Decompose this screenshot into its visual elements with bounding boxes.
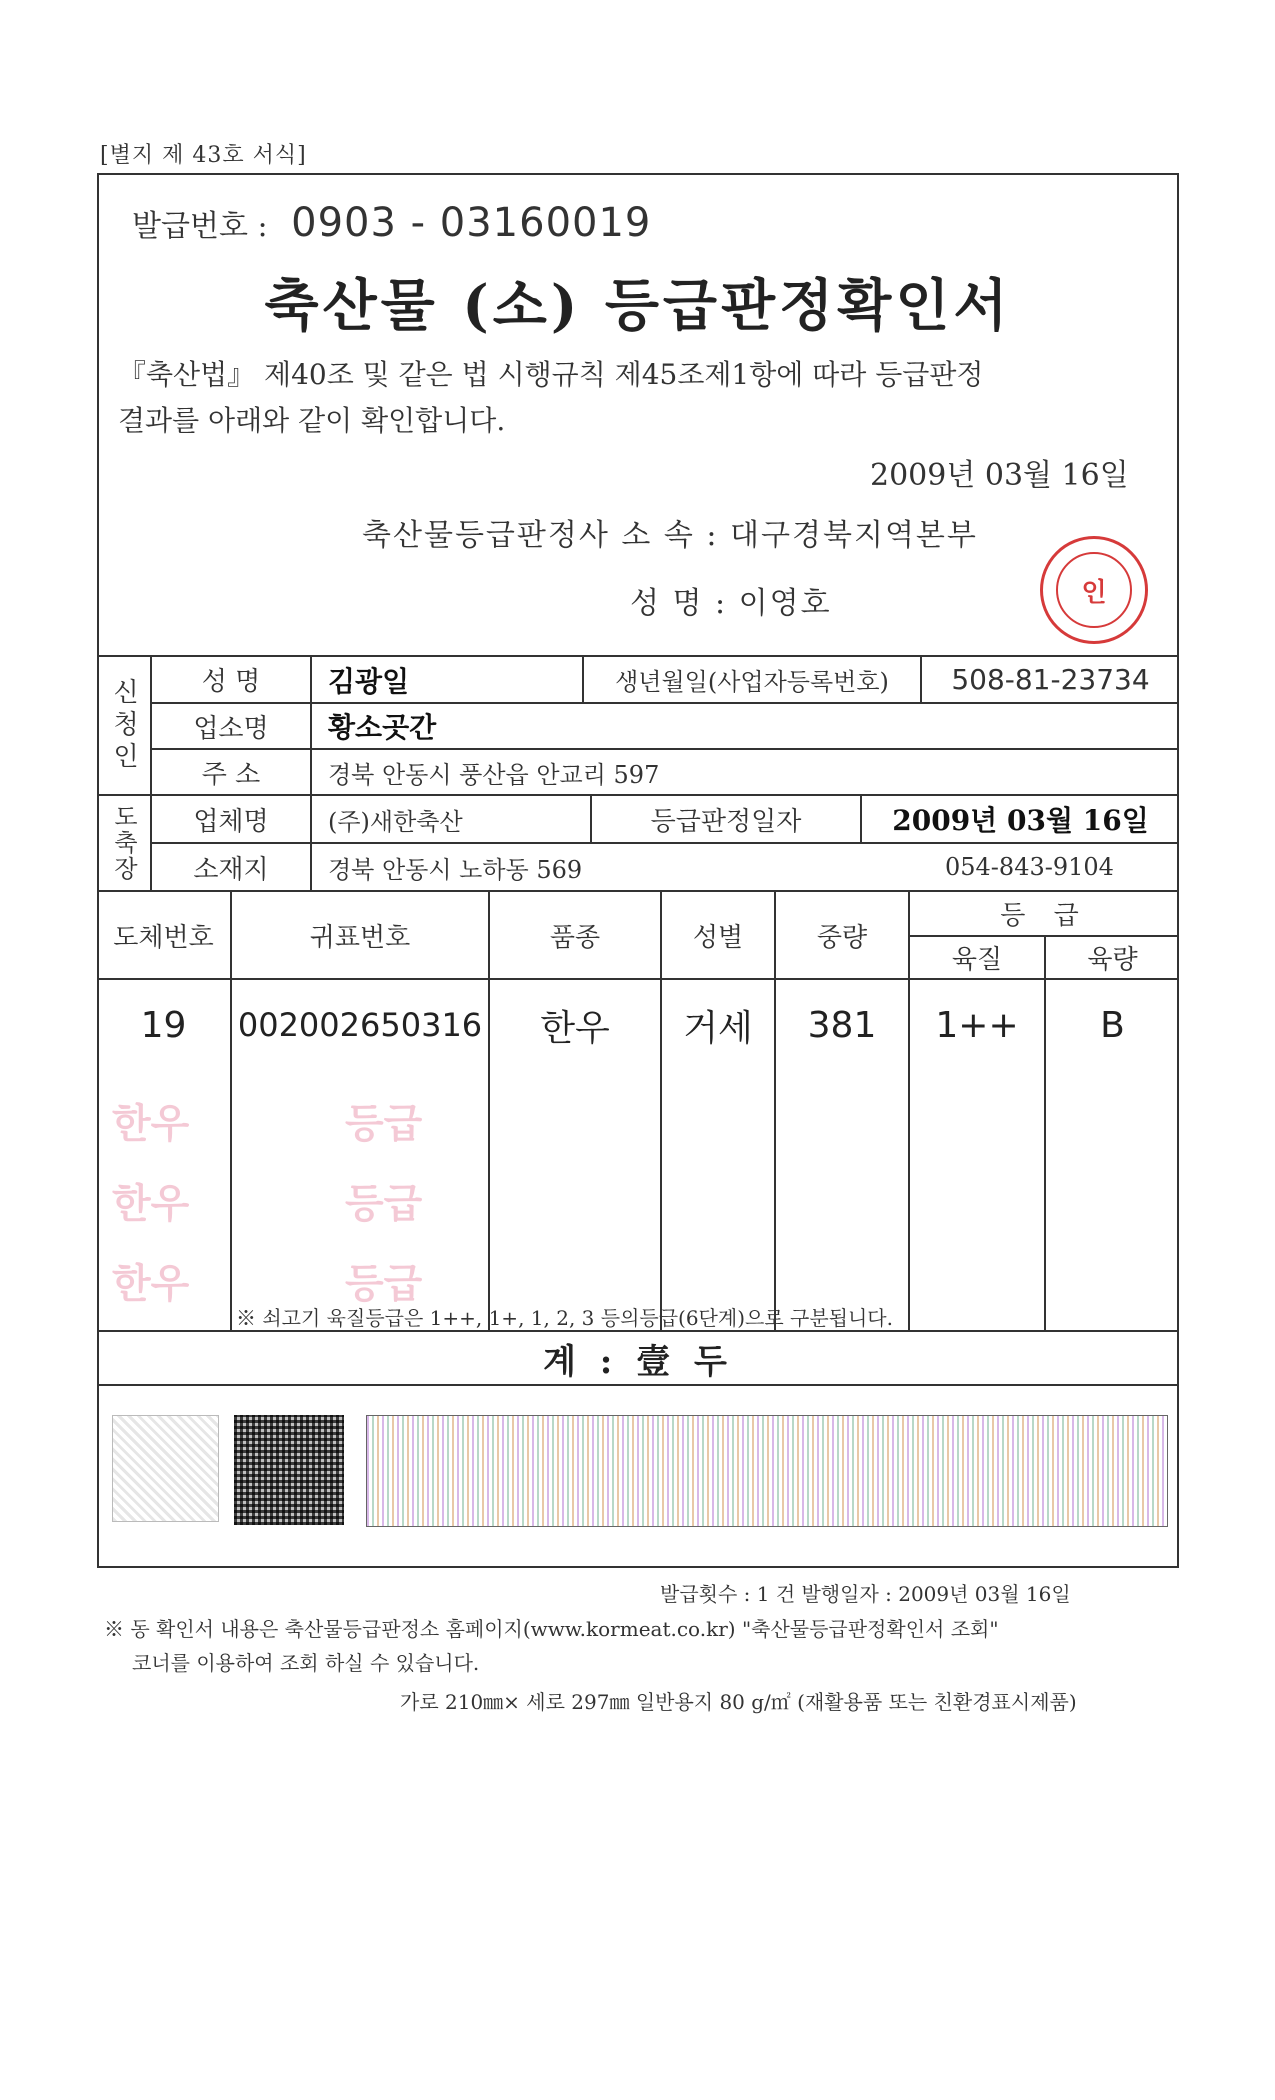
paper-spec: 가로 210㎜× 세로 297㎜ 일반용지 80 g/㎡ (재활용품 또는 친환경표시제품) (400, 1690, 1077, 1714)
grade-note: ※ 쇠고기 육질등급은 1++, 1+, 1, 2, 3 등의등급(6단계)으로 구분됩니다. (236, 1305, 893, 1330)
row-sex: 거세 (683, 1007, 753, 1049)
intro-line-1: 『축산법』 제40조 및 같은 법 시행규칙 제45조제1항에 따라 등급판정 (118, 358, 984, 391)
header-breed: 품종 (549, 922, 601, 953)
birth-label: 생년월일(사업자등록번호) (615, 668, 889, 696)
form-number-label: [별지 제 43호 서식] (100, 143, 307, 168)
business-value: 황소곳간 (328, 711, 437, 744)
header-weight: 중량 (816, 922, 868, 953)
notice-text (104, 1612, 1204, 1680)
total-bottom-line (97, 1384, 1179, 1386)
document-title: 축산물 (소) 등급판정확인서 (264, 273, 1012, 339)
row-yield: B (1100, 1004, 1125, 1046)
notice-line-2: 코너를 이용하여 조회 하실 수 있습니다. (132, 1651, 480, 1675)
security-barcode-icon (366, 1415, 1168, 1527)
company-value: (주)새한축산 (328, 807, 463, 836)
seal-inner: 인 (1056, 552, 1132, 628)
phone-value: 054-843-9104 (945, 853, 1114, 881)
intro-line-2: 결과를 아래와 같이 확인합니다. (118, 404, 506, 437)
datamatrix-code-icon (234, 1415, 344, 1525)
row-ear-tag: 002002650316 (237, 1006, 483, 1044)
inspector-name: 성 명 : 이영호 (630, 586, 832, 621)
location-label: 소재지 (193, 854, 269, 885)
grading-date-value: 2009년 03월 16일 (892, 804, 1149, 837)
business-label: 업소명 (193, 713, 269, 744)
intro-text (118, 352, 1148, 444)
total-count: 계 : 壹 두 (543, 1341, 733, 1382)
location-value: 경북 안동시 노하동 569 (328, 855, 583, 884)
notice-line-1: ※ 동 확인서 내용은 축산물등급판정소 홈페이지(www.kormeat.co.kr) "축산물등급판정확인서 조회" (104, 1617, 999, 1641)
qr-code-icon (112, 1415, 219, 1522)
watermark-text: 등급 (345, 1179, 423, 1227)
official-seal-stamp (1040, 536, 1148, 644)
birth-value: 508-81-23734 (951, 663, 1150, 696)
row-weight: 381 (807, 1004, 877, 1046)
issue-number (132, 200, 651, 246)
watermark-text: 한우 (112, 1179, 190, 1227)
applicant-name-label: 성 명 (201, 667, 261, 697)
grade-header-bottom-line (97, 978, 1179, 980)
header-ear-tag: 귀표번호 (309, 922, 411, 953)
header-sex: 성별 (692, 922, 744, 953)
slaughterhouse-section-label (97, 796, 150, 890)
certificate-date: 2009년 03월 16일 (870, 458, 1129, 493)
issue-number-value: 0903 - 03160019 (291, 200, 652, 246)
row-quality: 1++ (935, 1004, 1019, 1046)
watermark-text: 한우 (112, 1099, 190, 1147)
header-carcass-no: 도체번호 (113, 922, 214, 953)
grading-date-label: 등급판정일자 (650, 806, 802, 837)
watermark-text: 등급 (345, 1259, 423, 1307)
slaughterhouse-section-text: 도축장 (109, 804, 138, 882)
issue-info: 발급횟수 : 1 건 발행일자 : 2009년 03월 16일 (660, 1582, 1071, 1606)
inspector-affiliation: 축산물등급판정사 소 속 : 대구경북지역본부 (362, 518, 978, 553)
watermark-text: 등급 (345, 1099, 423, 1147)
row-carcass-no: 19 (140, 1004, 187, 1046)
col-line (310, 655, 312, 890)
header-grade: 등 급 (1000, 901, 1089, 931)
header-quality: 육질 (951, 945, 1003, 975)
applicant-section-text: 신청인 (108, 677, 139, 774)
company-label: 업체명 (193, 806, 269, 837)
issue-number-label: 발급번호 : (132, 209, 268, 244)
header-yield: 육량 (1087, 945, 1138, 975)
address-label: 주 소 (201, 759, 261, 790)
applicant-section-label (97, 657, 150, 794)
address-value: 경북 안동시 풍산읍 안교리 597 (328, 760, 660, 789)
watermark-text: 한우 (112, 1259, 190, 1307)
applicant-name-value: 김광일 (328, 664, 410, 698)
row-breed: 한우 (540, 1007, 610, 1049)
